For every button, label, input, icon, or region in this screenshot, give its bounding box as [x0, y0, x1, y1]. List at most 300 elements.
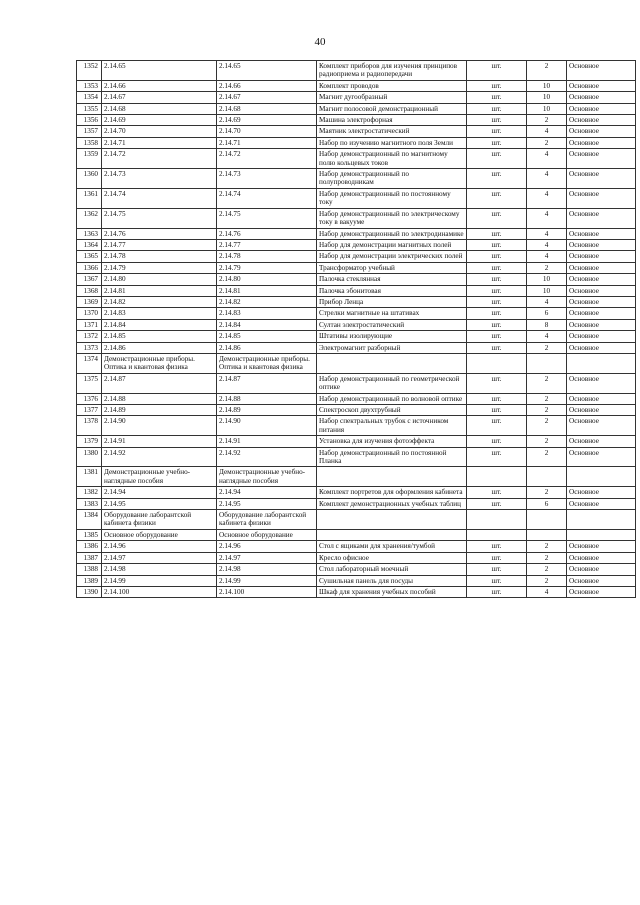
code-ref-cell: 2.14.95 — [217, 498, 317, 509]
code-ref-cell: 2.14.84 — [217, 319, 317, 330]
code-ref-cell: Демонстрационные учебно-наглядные пособия — [217, 467, 317, 487]
code-ref-cell: 2.14.73 — [217, 169, 317, 189]
unit-cell: шт. — [467, 208, 527, 228]
row-number-cell: 1382 — [77, 487, 102, 498]
unit-cell: шт. — [467, 251, 527, 262]
category-cell: Основное — [567, 342, 636, 353]
table-row — [77, 228, 636, 239]
code-cell: 2.14.95 — [102, 498, 217, 509]
item-name-cell: Электромагнит разборный — [317, 342, 467, 353]
quantity-cell: 2 — [527, 373, 567, 393]
table-row — [77, 137, 636, 148]
row-number-cell: 1368 — [77, 285, 102, 296]
table-row — [77, 575, 636, 586]
table-row — [77, 564, 636, 575]
code-cell: 2.14.97 — [102, 552, 217, 563]
code-cell: 2.14.81 — [102, 285, 217, 296]
table-row — [77, 296, 636, 307]
table-row — [77, 353, 636, 373]
quantity-cell: 2 — [527, 552, 567, 563]
code-cell: 2.14.86 — [102, 342, 217, 353]
code-ref-cell: 2.14.83 — [217, 308, 317, 319]
item-name-cell: Набор для демонстрации электрических полей — [317, 251, 467, 262]
category-cell: Основное — [567, 447, 636, 467]
row-number-cell: 1386 — [77, 541, 102, 552]
table-row — [77, 498, 636, 509]
quantity-cell: 2 — [527, 137, 567, 148]
unit-cell: шт. — [467, 575, 527, 586]
row-number-cell: 1383 — [77, 498, 102, 509]
code-cell: 2.14.96 — [102, 541, 217, 552]
table-row — [77, 239, 636, 250]
code-cell: 2.14.76 — [102, 228, 217, 239]
item-name-cell: Сушильная панель для посуды — [317, 575, 467, 586]
code-ref-cell: 2.14.75 — [217, 208, 317, 228]
item-name-cell: Набор демонстрационный по электродинамике — [317, 228, 467, 239]
code-cell: 2.14.85 — [102, 331, 217, 342]
category-cell — [567, 510, 636, 530]
category-cell: Основное — [567, 126, 636, 137]
quantity-cell: 2 — [527, 342, 567, 353]
item-name-cell: Набор по изучению магнитного поля Земли — [317, 137, 467, 148]
unit-cell: шт. — [467, 552, 527, 563]
code-cell: 2.14.80 — [102, 274, 217, 285]
category-cell — [567, 529, 636, 540]
table-row — [77, 80, 636, 91]
code-ref-cell: 2.14.79 — [217, 262, 317, 273]
quantity-cell: 10 — [527, 285, 567, 296]
category-cell: Основное — [567, 262, 636, 273]
category-cell — [567, 467, 636, 487]
quantity-cell: 10 — [527, 103, 567, 114]
category-cell: Основное — [567, 498, 636, 509]
code-ref-cell: 2.14.81 — [217, 285, 317, 296]
category-cell: Основное — [567, 564, 636, 575]
category-cell: Основное — [567, 296, 636, 307]
unit-cell: шт. — [467, 541, 527, 552]
table-row — [77, 149, 636, 169]
code-ref-cell: 2.14.69 — [217, 115, 317, 126]
code-cell: Демонстрационные приборы. Оптика и квантовая физика — [102, 353, 217, 373]
equipment-table-body — [77, 61, 636, 598]
table-row — [77, 586, 636, 597]
table-row — [77, 373, 636, 393]
item-name-cell: Набор демонстрационный по геометрической оптике — [317, 373, 467, 393]
category-cell — [567, 353, 636, 373]
code-ref-cell: 2.14.94 — [217, 487, 317, 498]
table-row — [77, 188, 636, 208]
category-cell: Основное — [567, 405, 636, 416]
unit-cell: шт. — [467, 393, 527, 404]
quantity-cell: 2 — [527, 393, 567, 404]
unit-cell: шт. — [467, 126, 527, 137]
quantity-cell: 4 — [527, 169, 567, 189]
row-number-cell: 1364 — [77, 239, 102, 250]
item-name-cell: Кресло офисное — [317, 552, 467, 563]
table-row — [77, 331, 636, 342]
quantity-cell: 2 — [527, 447, 567, 467]
item-name-cell: Машина электрофорная — [317, 115, 467, 126]
table-row — [77, 467, 636, 487]
item-name-cell: Набор демонстрационный по магнитному полю кольцевых токов — [317, 149, 467, 169]
code-ref-cell: 2.14.71 — [217, 137, 317, 148]
code-ref-cell: 2.14.76 — [217, 228, 317, 239]
item-name-cell: Прибор Ленца — [317, 296, 467, 307]
row-number-cell: 1369 — [77, 296, 102, 307]
quantity-cell: 2 — [527, 487, 567, 498]
row-number-cell: 1361 — [77, 188, 102, 208]
code-ref-cell: 2.14.72 — [217, 149, 317, 169]
row-number-cell: 1371 — [77, 319, 102, 330]
item-name-cell: Палочка стеклянная — [317, 274, 467, 285]
item-name-cell: Комплект приборов для изучения принципов радиоприема и радиопередачи — [317, 61, 467, 81]
row-number-cell: 1378 — [77, 416, 102, 436]
unit-cell: шт. — [467, 331, 527, 342]
unit-cell: шт. — [467, 319, 527, 330]
table-row — [77, 393, 636, 404]
category-cell: Основное — [567, 575, 636, 586]
code-cell: 2.14.87 — [102, 373, 217, 393]
unit-cell — [467, 467, 527, 487]
code-cell: 2.14.94 — [102, 487, 217, 498]
unit-cell: шт. — [467, 169, 527, 189]
item-name-cell: Набор демонстрационный по волновой оптике — [317, 393, 467, 404]
unit-cell: шт. — [467, 115, 527, 126]
item-name-cell: Шкаф для хранения учебных пособий — [317, 586, 467, 597]
quantity-cell: 10 — [527, 92, 567, 103]
code-ref-cell: Основное оборудование — [217, 529, 317, 540]
code-cell: 2.14.65 — [102, 61, 217, 81]
category-cell: Основное — [567, 319, 636, 330]
table-row — [77, 274, 636, 285]
quantity-cell: 2 — [527, 262, 567, 273]
unit-cell: шт. — [467, 285, 527, 296]
category-cell: Основное — [567, 436, 636, 447]
quantity-cell: 4 — [527, 251, 567, 262]
code-ref-cell: 2.14.100 — [217, 586, 317, 597]
category-cell: Основное — [567, 169, 636, 189]
category-cell: Основное — [567, 487, 636, 498]
table-row — [77, 552, 636, 563]
item-name-cell — [317, 510, 467, 530]
quantity-cell: 6 — [527, 498, 567, 509]
quantity-cell: 4 — [527, 208, 567, 228]
category-cell: Основное — [567, 274, 636, 285]
code-ref-cell: 2.14.66 — [217, 80, 317, 91]
row-number-cell: 1372 — [77, 331, 102, 342]
table-row — [77, 436, 636, 447]
item-name-cell: Маятник электростатический — [317, 126, 467, 137]
unit-cell: шт. — [467, 447, 527, 467]
quantity-cell: 10 — [527, 80, 567, 91]
row-number-cell: 1380 — [77, 447, 102, 467]
item-name-cell: Комплект портретов для оформления кабинета — [317, 487, 467, 498]
unit-cell: шт. — [467, 342, 527, 353]
unit-cell: шт. — [467, 188, 527, 208]
row-number-cell: 1352 — [77, 61, 102, 81]
unit-cell — [467, 510, 527, 530]
quantity-cell: 2 — [527, 541, 567, 552]
code-cell: 2.14.83 — [102, 308, 217, 319]
code-ref-cell: 2.14.90 — [217, 416, 317, 436]
table-row — [77, 115, 636, 126]
item-name-cell — [317, 529, 467, 540]
item-name-cell: Набор демонстрационный по постоянной Планка — [317, 447, 467, 467]
table-row — [77, 319, 636, 330]
equipment-table — [76, 60, 636, 598]
row-number-cell: 1365 — [77, 251, 102, 262]
quantity-cell: 4 — [527, 331, 567, 342]
row-number-cell: 1381 — [77, 467, 102, 487]
category-cell: Основное — [567, 285, 636, 296]
category-cell: Основное — [567, 92, 636, 103]
quantity-cell: 4 — [527, 126, 567, 137]
item-name-cell: Штативы изолирующие — [317, 331, 467, 342]
unit-cell: шт. — [467, 274, 527, 285]
code-ref-cell: 2.14.68 — [217, 103, 317, 114]
code-cell: 2.14.66 — [102, 80, 217, 91]
code-cell: 2.14.75 — [102, 208, 217, 228]
row-number-cell: 1374 — [77, 353, 102, 373]
unit-cell — [467, 529, 527, 540]
code-ref-cell: 2.14.80 — [217, 274, 317, 285]
code-ref-cell: 2.14.91 — [217, 436, 317, 447]
unit-cell: шт. — [467, 308, 527, 319]
row-number-cell: 1366 — [77, 262, 102, 273]
code-ref-cell: 2.14.87 — [217, 373, 317, 393]
quantity-cell: 4 — [527, 188, 567, 208]
code-cell: 2.14.91 — [102, 436, 217, 447]
page-number: 40 — [314, 36, 326, 48]
code-ref-cell: 2.14.96 — [217, 541, 317, 552]
unit-cell: шт. — [467, 228, 527, 239]
code-cell: 2.14.84 — [102, 319, 217, 330]
category-cell: Основное — [567, 373, 636, 393]
category-cell: Основное — [567, 239, 636, 250]
table-row — [77, 510, 636, 530]
code-ref-cell: 2.14.74 — [217, 188, 317, 208]
table-row — [77, 208, 636, 228]
table-row — [77, 487, 636, 498]
item-name-cell: Набор спектральных трубок с источником питания — [317, 416, 467, 436]
item-name-cell: Стол лабораторный моечный — [317, 564, 467, 575]
code-ref-cell: 2.14.65 — [217, 61, 317, 81]
unit-cell: шт. — [467, 586, 527, 597]
code-ref-cell: 2.14.89 — [217, 405, 317, 416]
row-number-cell: 1379 — [77, 436, 102, 447]
code-cell: 2.14.99 — [102, 575, 217, 586]
table-row — [77, 342, 636, 353]
row-number-cell: 1360 — [77, 169, 102, 189]
unit-cell — [467, 353, 527, 373]
code-cell: Оборудование лаборантской кабинета физики — [102, 510, 217, 530]
row-number-cell: 1355 — [77, 103, 102, 114]
code-cell: 2.14.92 — [102, 447, 217, 467]
item-name-cell: Набор демонстрационный по полупроводникам — [317, 169, 467, 189]
category-cell: Основное — [567, 149, 636, 169]
category-cell: Основное — [567, 137, 636, 148]
row-number-cell: 1376 — [77, 393, 102, 404]
row-number-cell: 1353 — [77, 80, 102, 91]
code-cell: Основное оборудование — [102, 529, 217, 540]
category-cell: Основное — [567, 393, 636, 404]
code-cell: 2.14.100 — [102, 586, 217, 597]
category-cell: Основное — [567, 552, 636, 563]
quantity-cell: 2 — [527, 564, 567, 575]
quantity-cell — [527, 467, 567, 487]
code-ref-cell: 2.14.88 — [217, 393, 317, 404]
item-name-cell: Комплект проводов — [317, 80, 467, 91]
row-number-cell: 1387 — [77, 552, 102, 563]
unit-cell: шт. — [467, 436, 527, 447]
row-number-cell: 1388 — [77, 564, 102, 575]
item-name-cell: Комплект демонстрационных учебных таблиц — [317, 498, 467, 509]
row-number-cell: 1373 — [77, 342, 102, 353]
category-cell: Основное — [567, 331, 636, 342]
code-cell: 2.14.73 — [102, 169, 217, 189]
table-row — [77, 251, 636, 262]
unit-cell: шт. — [467, 373, 527, 393]
item-name-cell: Спектроскоп двухтрубный — [317, 405, 467, 416]
unit-cell: шт. — [467, 61, 527, 81]
item-name-cell — [317, 353, 467, 373]
code-cell: 2.14.89 — [102, 405, 217, 416]
code-cell: 2.14.69 — [102, 115, 217, 126]
quantity-cell: 2 — [527, 575, 567, 586]
quantity-cell: 10 — [527, 274, 567, 285]
quantity-cell: 6 — [527, 308, 567, 319]
code-cell: 2.14.71 — [102, 137, 217, 148]
row-number-cell: 1377 — [77, 405, 102, 416]
table-row — [77, 126, 636, 137]
item-name-cell: Трансформатор учебный — [317, 262, 467, 273]
code-ref-cell: 2.14.70 — [217, 126, 317, 137]
code-ref-cell: 2.14.85 — [217, 331, 317, 342]
code-ref-cell: Оборудование лаборантской кабинета физики — [217, 510, 317, 530]
code-cell: 2.14.68 — [102, 103, 217, 114]
code-ref-cell: 2.14.67 — [217, 92, 317, 103]
code-cell: 2.14.67 — [102, 92, 217, 103]
table-row — [77, 285, 636, 296]
row-number-cell: 1375 — [77, 373, 102, 393]
unit-cell: шт. — [467, 487, 527, 498]
table-row — [77, 169, 636, 189]
unit-cell: шт. — [467, 262, 527, 273]
quantity-cell: 4 — [527, 239, 567, 250]
code-ref-cell: 2.14.98 — [217, 564, 317, 575]
row-number-cell: 1357 — [77, 126, 102, 137]
unit-cell: шт. — [467, 103, 527, 114]
code-ref-cell: 2.14.78 — [217, 251, 317, 262]
unit-cell: шт. — [467, 564, 527, 575]
item-name-cell: Стол с ящиками для хранения/тумбой — [317, 541, 467, 552]
category-cell: Основное — [567, 103, 636, 114]
row-number-cell: 1356 — [77, 115, 102, 126]
item-name-cell: Магнит полосовой демонстрационный — [317, 103, 467, 114]
item-name-cell: Набор демонстрационный по постоянному току — [317, 188, 467, 208]
item-name-cell: Набор для демонстрации магнитных полей — [317, 239, 467, 250]
code-cell: 2.14.74 — [102, 188, 217, 208]
quantity-cell: 4 — [527, 586, 567, 597]
item-name-cell: Султан электростатический — [317, 319, 467, 330]
code-cell: 2.14.72 — [102, 149, 217, 169]
code-cell: 2.14.88 — [102, 393, 217, 404]
item-name-cell: Магнит дугообразный — [317, 92, 467, 103]
unit-cell: шт. — [467, 498, 527, 509]
table-row — [77, 447, 636, 467]
category-cell: Основное — [567, 61, 636, 81]
row-number-cell: 1358 — [77, 137, 102, 148]
row-number-cell: 1389 — [77, 575, 102, 586]
table-row — [77, 416, 636, 436]
code-ref-cell: 2.14.77 — [217, 239, 317, 250]
code-ref-cell: 2.14.97 — [217, 552, 317, 563]
quantity-cell: 2 — [527, 61, 567, 81]
category-cell: Основное — [567, 208, 636, 228]
quantity-cell: 2 — [527, 436, 567, 447]
unit-cell: шт. — [467, 80, 527, 91]
code-ref-cell: 2.14.86 — [217, 342, 317, 353]
quantity-cell: 4 — [527, 228, 567, 239]
row-number-cell: 1367 — [77, 274, 102, 285]
code-ref-cell: Демонстрационные приборы. Оптика и квантовая физика — [217, 353, 317, 373]
code-cell: 2.14.82 — [102, 296, 217, 307]
item-name-cell: Набор демонстрационный по электрическому току в вакууме — [317, 208, 467, 228]
quantity-cell: 8 — [527, 319, 567, 330]
row-number-cell: 1390 — [77, 586, 102, 597]
row-number-cell: 1359 — [77, 149, 102, 169]
code-ref-cell: 2.14.92 — [217, 447, 317, 467]
unit-cell: шт. — [467, 416, 527, 436]
category-cell: Основное — [567, 541, 636, 552]
category-cell: Основное — [567, 80, 636, 91]
category-cell: Основное — [567, 586, 636, 597]
code-cell: 2.14.77 — [102, 239, 217, 250]
unit-cell: шт. — [467, 149, 527, 169]
quantity-cell — [527, 529, 567, 540]
quantity-cell — [527, 510, 567, 530]
quantity-cell — [527, 353, 567, 373]
code-cell: 2.14.98 — [102, 564, 217, 575]
row-number-cell: 1362 — [77, 208, 102, 228]
item-name-cell — [317, 467, 467, 487]
table-row — [77, 405, 636, 416]
item-name-cell: Палочка эбонитовая — [317, 285, 467, 296]
row-number-cell: 1384 — [77, 510, 102, 530]
category-cell: Основное — [567, 188, 636, 208]
category-cell: Основное — [567, 115, 636, 126]
unit-cell: шт. — [467, 296, 527, 307]
unit-cell: шт. — [467, 405, 527, 416]
table-row — [77, 103, 636, 114]
item-name-cell: Установка для изучения фотоэффекта — [317, 436, 467, 447]
table-row — [77, 61, 636, 81]
code-ref-cell: 2.14.99 — [217, 575, 317, 586]
code-cell: 2.14.78 — [102, 251, 217, 262]
unit-cell: шт. — [467, 92, 527, 103]
item-name-cell: Стрелки магнитные на штативах — [317, 308, 467, 319]
category-cell: Основное — [567, 308, 636, 319]
unit-cell: шт. — [467, 137, 527, 148]
row-number-cell: 1363 — [77, 228, 102, 239]
table-row — [77, 308, 636, 319]
quantity-cell: 4 — [527, 149, 567, 169]
quantity-cell: 2 — [527, 115, 567, 126]
category-cell: Основное — [567, 416, 636, 436]
code-cell: 2.14.90 — [102, 416, 217, 436]
table-row — [77, 92, 636, 103]
table-row — [77, 529, 636, 540]
